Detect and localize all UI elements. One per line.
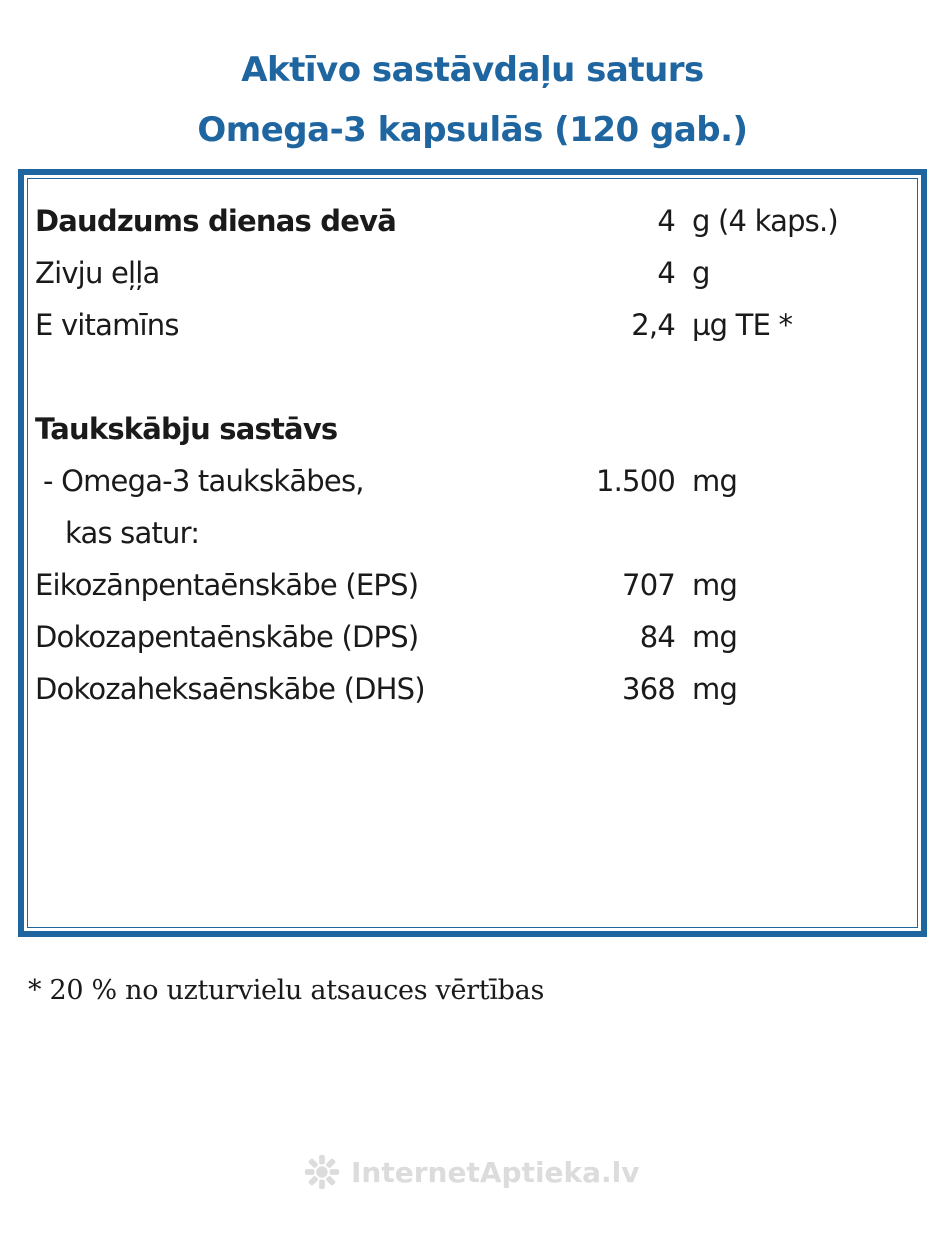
- row-unit: g: [692, 256, 710, 290]
- row-omega3: [35, 464, 895, 516]
- row-fish-oil: [35, 256, 895, 308]
- row-label: Dokozaheksaēnskābe (DHS): [35, 672, 425, 706]
- row-daily-dose: [35, 204, 895, 256]
- row-label: Eikozānpentaēnskābe (EPS): [35, 568, 419, 602]
- title-line-1: Aktīvo sastāvdaļu saturs: [241, 50, 704, 90]
- title-line-2: Omega-3 kapsulās (120 gab.): [197, 110, 748, 150]
- row-label: kas satur:: [65, 516, 200, 550]
- row-label: Taukskābju sastāvs: [35, 412, 338, 446]
- row-dps: [35, 620, 895, 672]
- row-value: 4: [657, 204, 675, 238]
- aptieka-logo-icon: [303, 1153, 341, 1191]
- row-eps: [35, 568, 895, 620]
- row-dhs: [35, 672, 895, 724]
- row-unit: mg: [692, 568, 738, 602]
- row-contains: [35, 516, 895, 568]
- footnote: * 20 % no uzturvielu atsauces vērtības: [28, 975, 545, 1006]
- row-label: Zivju eļļa: [35, 256, 160, 290]
- row-unit: mg: [692, 620, 738, 654]
- row-value: 707: [622, 568, 675, 602]
- row-unit: mg: [692, 464, 738, 498]
- row-label: Dokozapentaēnskābe (DPS): [35, 620, 419, 654]
- row-unit: mg: [692, 672, 738, 706]
- row-fatty-acid-heading: [35, 412, 895, 464]
- row-label: Daudzums dienas devā: [35, 204, 396, 238]
- row-value: 2,4: [631, 308, 675, 342]
- row-value: 4: [657, 256, 675, 290]
- watermark-text: InternetAptieka.lv: [351, 1155, 640, 1189]
- row-label: - Omega-3 taukskābes,: [43, 464, 364, 498]
- watermark: [303, 1148, 640, 1196]
- page-title: [0, 40, 945, 160]
- row-value: 368: [622, 672, 675, 706]
- row-label: E vitamīns: [35, 308, 179, 342]
- row-unit: µg TE *: [692, 308, 793, 342]
- row-value: 84: [639, 620, 675, 654]
- row-unit: g (4 kaps.): [692, 204, 838, 238]
- row-value: 1.500: [595, 464, 675, 498]
- row-vitamin-e: [35, 308, 895, 360]
